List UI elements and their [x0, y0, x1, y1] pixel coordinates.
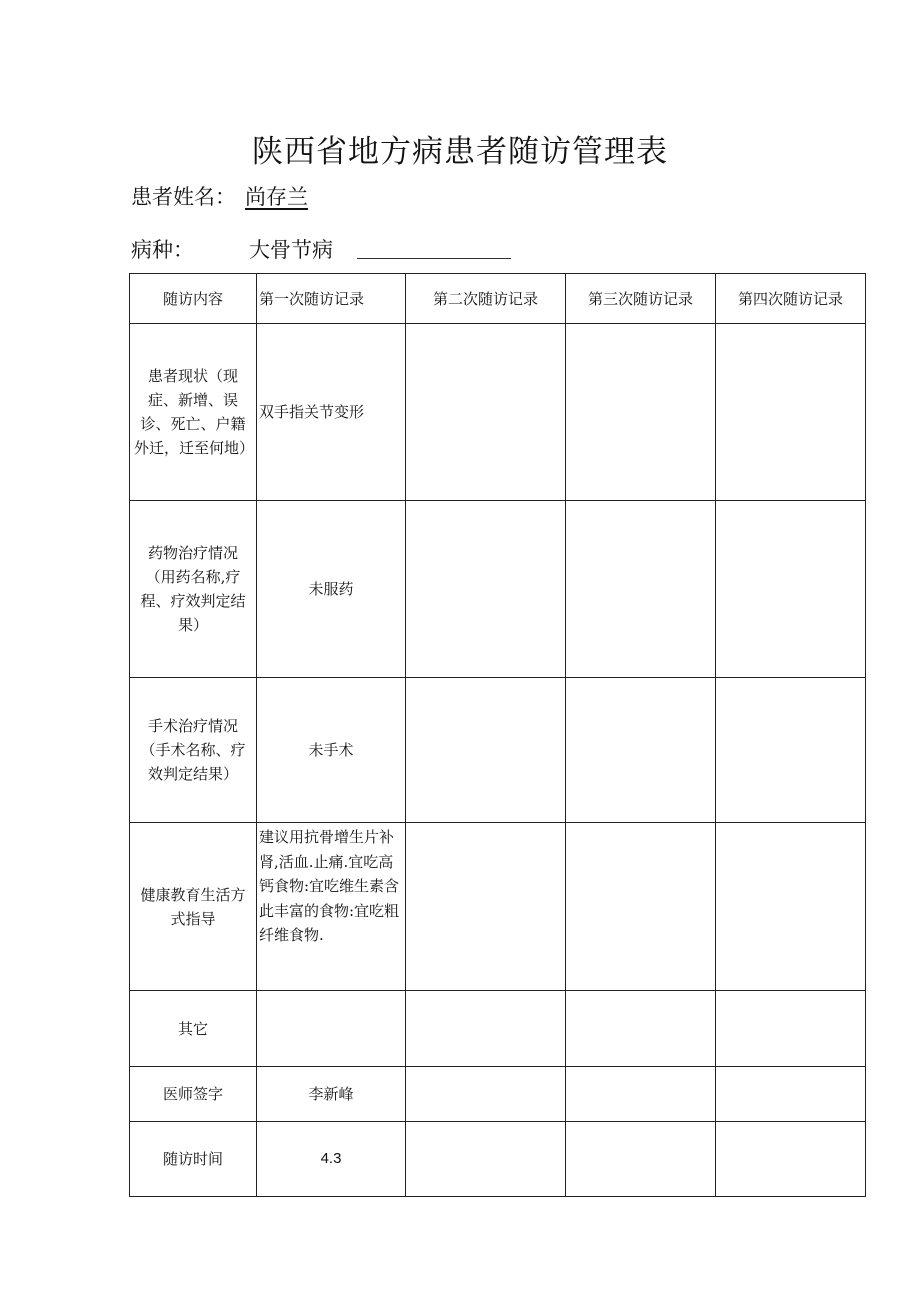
visit-cell [257, 991, 406, 1067]
visit-cell [716, 991, 866, 1067]
visit-cell [566, 823, 716, 991]
follow-up-table [129, 273, 866, 1197]
page-title: 陕西省地方病患者随访管理表 [252, 134, 668, 170]
visit-cell: 李新峰 [257, 1067, 406, 1122]
visit-cell [406, 1122, 566, 1197]
row-label: 医师签字 [130, 1067, 257, 1122]
disease-value: 大骨节病 [249, 238, 333, 262]
row-label: 健康教育生活方式指导 [130, 823, 257, 991]
visit-cell [566, 1122, 716, 1197]
visit-cell: 双手指关节变形 [257, 324, 406, 501]
visit-cell [406, 823, 566, 991]
visit-cell [566, 501, 716, 678]
visit-cell [566, 678, 716, 823]
visit-cell [716, 823, 866, 991]
visit-cell [716, 501, 866, 678]
row-label: 其它 [130, 991, 257, 1067]
table-row [130, 324, 866, 501]
table-row [130, 1122, 866, 1197]
disease-line [131, 234, 333, 264]
disease-blank-line [357, 258, 511, 259]
header-cell: 第三次随访记录 [566, 274, 716, 324]
visit-cell [716, 324, 866, 501]
table-row [130, 501, 866, 678]
table-header-row [130, 274, 866, 324]
row-label: 患者现状（现症、新增、误诊、死亡、户籍外迁，迁至何地） [130, 324, 257, 501]
table-row [130, 678, 866, 823]
visit-cell [566, 991, 716, 1067]
visit-cell [566, 324, 716, 501]
patient-name-value: 尚存兰 [245, 185, 308, 209]
header-cell: 第四次随访记录 [716, 274, 866, 324]
visit-cell: 建议用抗骨增生片补肾,活血.止痛.宜吃高钙食物:宜吃维生素含此丰富的食物:宜吃粗纤维食物. [257, 823, 406, 991]
visit-cell [716, 1122, 866, 1197]
header-cell: 第一次随访记录 [257, 274, 406, 324]
visit-cell: 4.3 [257, 1122, 406, 1197]
visit-cell [716, 678, 866, 823]
header-cell: 随访内容 [130, 274, 257, 324]
patient-name-label: 患者姓名： [131, 185, 236, 209]
visit-cell [406, 324, 566, 501]
disease-label: 病种： [131, 238, 194, 262]
table-row [130, 991, 866, 1067]
row-label: 随访时间 [130, 1122, 257, 1197]
visit-cell [566, 1067, 716, 1122]
visit-cell [406, 501, 566, 678]
table-row [130, 823, 866, 991]
row-label: 药物治疗情况（用药名称,疗程、疗效判定结果） [130, 501, 257, 678]
patient-name-line [131, 181, 308, 211]
visit-cell: 未手术 [257, 678, 406, 823]
table-row [130, 1067, 866, 1122]
header-cell: 第二次随访记录 [406, 274, 566, 324]
visit-cell [406, 678, 566, 823]
visit-cell [406, 1067, 566, 1122]
visit-cell: 未服药 [257, 501, 406, 678]
visit-cell [406, 991, 566, 1067]
visit-cell [716, 1067, 866, 1122]
row-label: 手术治疗情况（手术名称、疗效判定结果） [130, 678, 257, 823]
